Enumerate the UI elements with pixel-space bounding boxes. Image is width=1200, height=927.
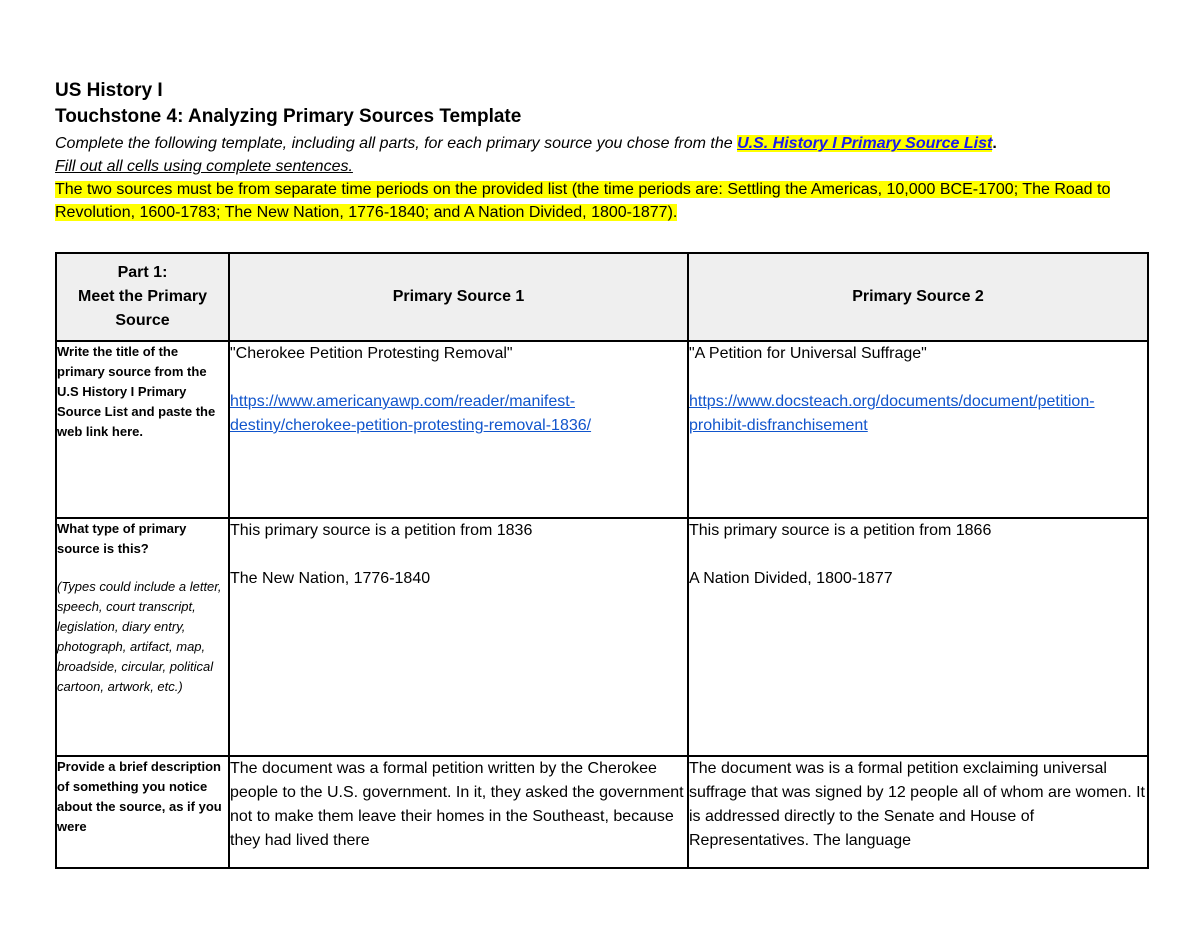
question-cell	[56, 518, 229, 756]
source-1-description: The document was a formal petition written by the Cherokee people to the U.S. government. In it, they asked the government not to make them leave their homes in the Southeast, because they had lived there	[230, 760, 684, 849]
source-1-period: The New Nation, 1776-1840	[230, 570, 431, 587]
time-period-note	[55, 178, 1147, 224]
primary-source-1-header: Primary Source 1	[229, 253, 688, 341]
source-2-type: This primary source is a petition from 1866	[689, 522, 992, 539]
table-header-row	[56, 253, 1148, 341]
source-1-link[interactable]: https://www.americanyawp.com/reader/manifest-destiny/cherokee-petition-protesting-removal-1836/	[230, 393, 592, 434]
document-title: Touchstone 4: Analyzing Primary Sources Template	[55, 106, 522, 127]
source-2-link[interactable]: https://www.docsteach.org/documents/document/petition-prohibit-disfranchisement	[689, 393, 1095, 434]
primary-source-2-header: Primary Source 2	[688, 253, 1148, 341]
intro-text: Complete the following template, including all parts, for each primary source you chose from the	[55, 135, 738, 152]
answer-cell-source-1[interactable]	[229, 518, 688, 756]
answer-cell-source-2[interactable]	[688, 518, 1148, 756]
source-1-type: This primary source is a petition from 1836	[230, 522, 533, 539]
part-label-line1: Part 1:	[117, 264, 168, 281]
question-source-type: What type of primary source is this?	[57, 521, 187, 556]
table-row	[56, 518, 1148, 756]
course-title: US History I	[55, 80, 163, 101]
answer-cell-source-1[interactable]	[229, 341, 688, 518]
time-period-note-text: The two sources must be from separate time periods on the provided list (the time periods are: Settling the Americas, 10,000 BCE-1700; The Road to Revolution, 1600-1783; The New Nation, 1776-1840; and A Nation Divided, 1800-1877).	[55, 181, 1111, 221]
question-source-type-note: (Types could include a letter, speech, court transcript, legislation, diary entry, photograph, artifact, map, broadside, circular, political cartoon, artwork, etc.)	[57, 579, 222, 694]
fill-out-instruction: Fill out all cells using complete sentences.	[55, 158, 353, 175]
question-description: Provide a brief description of something you notice about the source, as if you were	[57, 759, 222, 834]
intro-instructions	[55, 132, 1147, 155]
question-title-link: Write the title of the primary source from the U.S History I Primary Source List and paste the web link here.	[57, 344, 216, 439]
intro-end: .	[992, 135, 997, 152]
source-2-description: The document was is a formal petition exclaiming universal suffrage that was signed by 12 people all of whom are women. It is addressed directly to the Senate and House of Representatives. The language	[689, 760, 1145, 849]
part-label-cell	[56, 253, 229, 341]
document-header	[55, 78, 1147, 224]
source-2-title: "A Petition for Universal Suffrage"	[689, 345, 927, 362]
question-cell	[56, 341, 229, 518]
question-cell	[56, 756, 229, 868]
source-2-period: A Nation Divided, 1800-1877	[689, 570, 893, 587]
table-row	[56, 756, 1148, 868]
table-row	[56, 341, 1148, 518]
part-label-line2: Meet the Primary Source	[78, 288, 207, 329]
answer-cell-source-2[interactable]	[688, 756, 1148, 868]
answer-cell-source-1[interactable]	[229, 756, 688, 868]
primary-source-table	[55, 252, 1149, 869]
answer-cell-source-2[interactable]	[688, 341, 1148, 518]
source-1-title: "Cherokee Petition Protesting Removal"	[230, 345, 513, 362]
primary-source-list-link[interactable]: U.S. History I Primary Source List	[737, 135, 993, 152]
